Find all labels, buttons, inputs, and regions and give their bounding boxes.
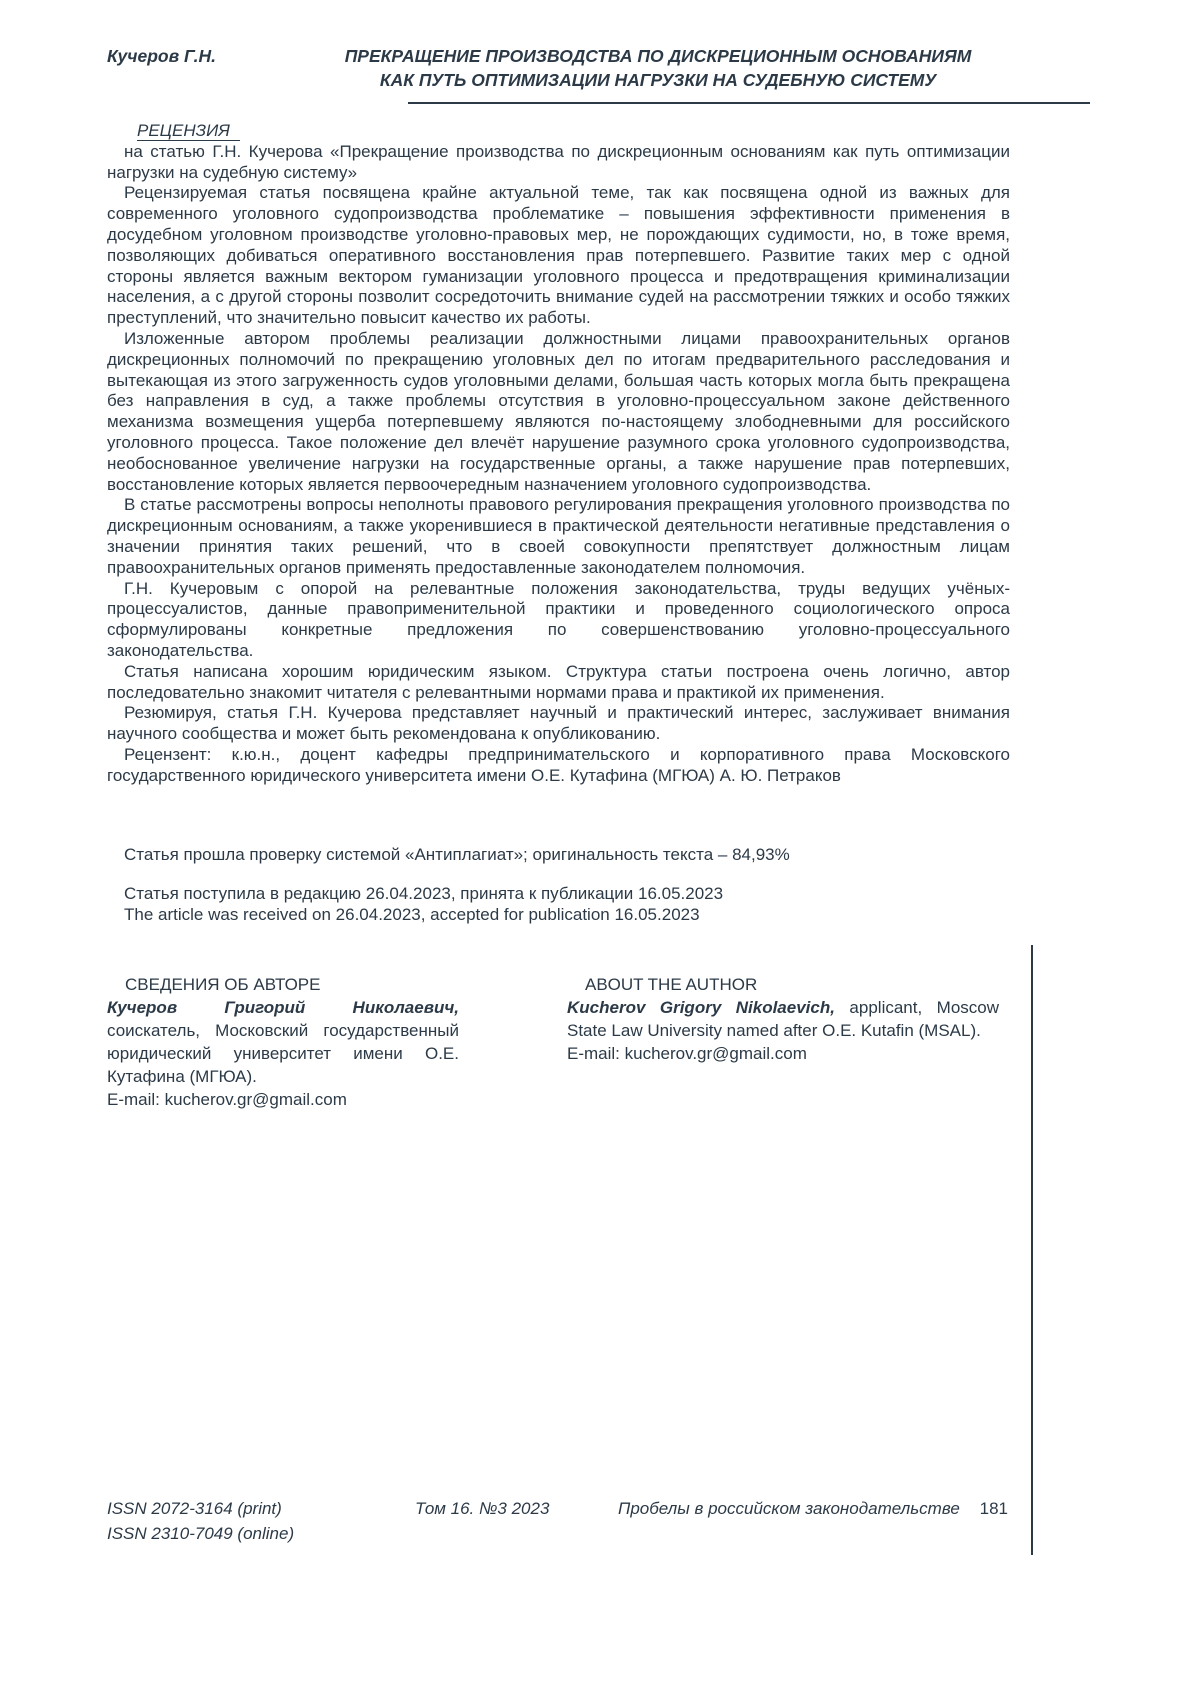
author-name-ru: Кучеров Григорий Николаевич, [107,997,459,1017]
about-author-en-column [567,973,999,1111]
running-head-author: Кучеров Г.Н. [107,46,217,66]
review-paragraph: Рецензируемая статья посвящена крайне актуальной теме, так как посвящена одной из важных для современного уголовного судопроизводства проблематике – повышения эффективности применения в досудебном уголовном производстве уголовно-правовых мер, не порождающих судимости, но, в тоже время, позволяющих добиваться оперативного восстановления прав потерпевшего. Развитие таких мер с одной стороны является важным вектором гуманизации уголовного процесса и предотвращения криминализации населения, а с другой стороны позволит сосредоточить внимание судей на рассмотрении тяжких и особо тяжких преступлений, что значительно повысит качество их работы. [107,183,1010,328]
right-margin-rule [1031,945,1033,1555]
about-author-ru-column [107,973,459,1111]
review-paragraph: Резюмируя, статья Г.Н. Кучерова представляет научный и практический интерес, заслуживает внимания научного сообщества и может быть рекомендована к опубликованию. [107,703,1010,744]
review-paragraph: Статья написана хорошим юридическим языком. Структура статьи построена очень логично, автор последовательно знакомит читателя с релевантными нормами права и практикой их применения. [107,661,1010,702]
author-email-en: E-mail: kucherov.gr@gmail.com [567,1043,807,1063]
volume-info: Том 16. №3 2023 [415,1499,550,1518]
header-divider-line [408,102,1090,104]
review-intro-paragraph: на статью Г.Н. Кучерова «Прекращение производства по дискреционным основаниям как путь оптимизации нагрузки на судебную систему» [107,141,1010,182]
issn-print: ISSN 2072-3164 (print) [107,1499,282,1518]
review-paragraph: Г.Н. Кучеровым с опорой на релевантные положения законодательства, труды ведущих учёных-процессуалистов, данные правоприменительной практики и проведенного социологического опроса сформулированы конкретные предложения по совершенствованию уголовно-процессуального законодательства. [107,578,1010,660]
issn-online: ISSN 2310-7049 (online) [107,1524,295,1543]
page-number: 181 [979,1499,1008,1518]
review-paragraph: Изложенные автором проблемы реализации должностными лицами правоохранительных органов дискреционных полномочий по прекращению уголовных дел по итогам предварительного расследования и вытекающая из этого загруженность судов уголовными делами, большая часть которых могла быть прекращена без направления в суд, а также проблемы отсутствия в уголовно-процессуальном законе действенного механизма возмещения ущерба потерпевшему являются по-настоящему злободневными для российского уголовного процесса. Такое положение дел влечёт нарушение разумного срока уголовного судопроизводства, необоснованное увеличение нагрузки на государственные органы, а также нарушение прав потерпевших, восстановление которых является первоочередным назначением уголовного судопроизводства. [107,328,1010,494]
running-head-title-line2: КАК ПУТЬ ОПТИМИЗАЦИИ НАГРУЗКИ НА СУДЕБНУЮ СИСТЕМУ [379,70,937,90]
about-author-ru-heading: СВЕДЕНИЯ ОБ АВТОРЕ [125,974,321,994]
reviewer-paragraph: Рецензент: к.ю.н., доцент кафедры предпринимательского и корпоративного права Московского государственного юридического университета имени О.Е. Кутафина (МГЮА) А. Ю. Петраков [107,744,1010,785]
about-author-en-heading: ABOUT THE AUTHOR [585,974,758,994]
review-paragraph: В статье рассмотрены вопросы неполноты правового регулирования прекращения уголовного производства по дискреционным основаниям, а также укоренившиеся в практической деятельности негативные представления о значении принятия таких решений, что в своей совокупности препятствует должностным лицам правоохранительных органов применять предоставленные законодателем полномочия. [107,495,1010,577]
review-heading-text: РЕЦЕНЗИЯ [137,121,240,141]
authors-section [107,973,1010,1111]
antiplagiat-note: Статья прошла проверку системой «Антиплагиат»; оригинальность текста – 84,93% [124,844,790,864]
issn-block [107,1496,294,1546]
journal-name: Пробелы в российском законодательстве [618,1499,960,1518]
author-email-ru: E-mail: kucherov.gr@gmail.com [107,1089,347,1109]
page-header [107,44,1010,92]
author-details-en: applicant, Moscow State Law University named after O.E. Kutafin (MSAL). [567,997,1000,1040]
author-info-ru [107,996,459,1088]
received-date-ru: Статья поступила в редакцию 26.04.2023, принята к публикации 16.05.2023 [124,884,724,904]
author-details-ru: соискатель, Московский государственный юридический университет имени О.Е. Кутафина (МГЮА). [107,1020,459,1086]
author-name-en: Kucherov Grigory Nikolaevich, [567,997,835,1017]
running-head-title [216,44,1010,92]
running-head-title-line1: ПРЕКРАЩЕНИЕ ПРОИЗВОДСТВА ПО ДИСКРЕЦИОННЫМ ОСНОВАНИЯМ [344,46,972,66]
footer-journal-block [618,1496,1008,1521]
received-date-en: The article was received on 26.04.2023, accepted for publication 16.05.2023 [124,905,700,925]
author-info-en [567,996,999,1042]
received-dates-block [107,884,1010,926]
review-heading [107,121,1010,142]
review-body [107,121,1010,1111]
